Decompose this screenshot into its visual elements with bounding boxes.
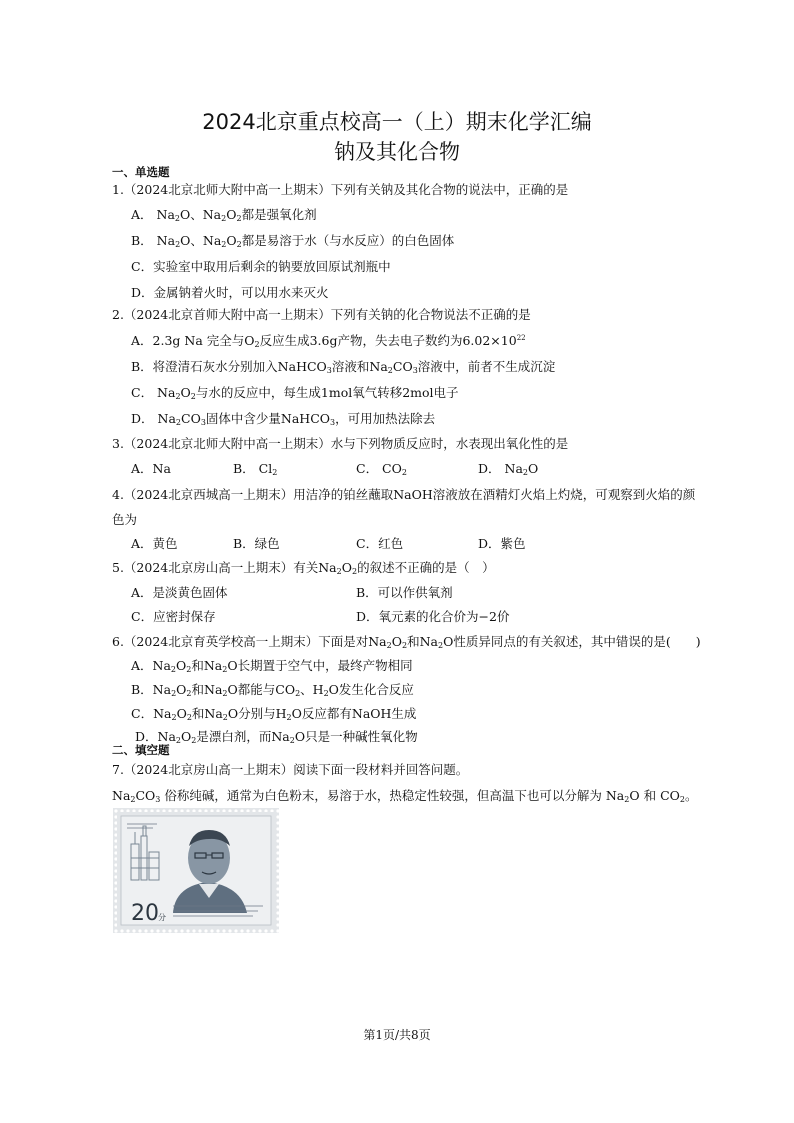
q2-option-a: A．2.3g Na 完全与$O_2$反应生成3.6g产物，失去电子数约为$6.02\times 10^{22}$ bbox=[131, 333, 526, 349]
q2-option-c: C． $Na_2O_2$与水的反应中，每生成1mol氧气转移2mol电子 bbox=[131, 385, 459, 401]
q6-option-d: D．$Na_2O_2$是漂白剂，而$Na_2O$只是一种碱性氧化物 bbox=[135, 729, 418, 745]
q1-option-c: C．实验室中取用后剩余的钠要放回原试剂瓶中 bbox=[131, 259, 391, 274]
q1-option-d: D．金属钠着火时，可以用水来灭火 bbox=[131, 285, 329, 300]
q1-option-a: A． $Na_2O$、$Na_2O_2$都是强氧化剂 bbox=[131, 207, 317, 223]
q7-material-text: $Na_2CO_3$ 俗称纯碱，通常为白色粉末，易溶于水，热稳定性较强，但高温下也可以分解为 $Na_2O$ 和 $CO_2$。 bbox=[112, 788, 698, 804]
question-2-stem: 2.（2024北京首师大附中高一上期末）下列有关钠的化合物说法不正确的是 bbox=[112, 307, 531, 322]
q6-option-c: C．$Na_2O_2$和$Na_2O$分别与$H_2O$反应都有NaOH生成 bbox=[131, 706, 417, 722]
question-4-stem-cont: 色为 bbox=[112, 512, 138, 527]
question-6-stem: 6.（2024北京育英学校高一上期末）下面是对$Na_2O_2$和$Na_2O$性质异同点的有关叙述，其中错误的是( ) bbox=[112, 634, 701, 650]
question-1-stem: 1.（2024北京北师大附中高一上期末）下列有关钠及其化合物的说法中，正确的是 bbox=[112, 182, 569, 197]
q4-option-b: B．绿色 bbox=[233, 536, 280, 551]
stamp-value: 20 bbox=[131, 901, 159, 926]
question-7-stem: 7.（2024北京房山高一上期末）阅读下面一段材料并回答问题。 bbox=[112, 762, 469, 777]
q5-option-b: B．可以作供氧剂 bbox=[356, 585, 453, 600]
q6-option-a: A．$Na_2O_2$和$Na_2O$长期置于空气中，最终产物相同 bbox=[131, 658, 413, 674]
q4-option-a: A．黄色 bbox=[131, 536, 178, 551]
question-5-stem: 5.（2024北京房山高一上期末）有关$Na_2O_2$的叙述不正确的是（ ） bbox=[112, 560, 495, 576]
q2-option-b: B．将澄清石灰水分别加入NaHCO$_3$溶液和$Na_2CO_3$溶液中，前者不生成沉淀 bbox=[131, 359, 556, 375]
q4-option-d: D．紫色 bbox=[478, 536, 526, 551]
stamp-unit: 分 bbox=[158, 913, 166, 922]
question-4-stem: 4.（2024北京西城高一上期末）用洁净的铂丝蘸取NaOH溶液放在酒精灯火焰上灼烧，可观察到火焰的颜 bbox=[112, 487, 696, 502]
q4-option-c: C．红色 bbox=[356, 536, 404, 551]
q3-option-a: A．Na bbox=[131, 461, 171, 476]
q3-option-d: D． $Na_2O$ bbox=[478, 461, 539, 477]
q3-option-c: C． $CO_2$ bbox=[356, 461, 407, 477]
section-heading-single-choice: 一、单选题 bbox=[112, 165, 170, 179]
q2-option-d: D． $Na_2CO_3$固体中含少量NaHCO$_3$，可用加热法除去 bbox=[131, 411, 436, 427]
question-3-stem: 3.（2024北京北师大附中高一上期末）水与下列物质反应时，水表现出氧化性的是 bbox=[112, 436, 569, 451]
q5-option-c: C．应密封保存 bbox=[131, 609, 216, 624]
document-title: 2024北京重点校高一（上）期末化学汇编 bbox=[202, 110, 592, 134]
postage-stamp-image bbox=[113, 808, 279, 933]
section-heading-fill-in: 二、填空题 bbox=[112, 743, 170, 757]
document-subtitle: 钠及其化合物 bbox=[334, 140, 460, 164]
q3-option-b: B． $Cl_2$ bbox=[233, 461, 278, 477]
q5-option-d: D．氧元素的化合价为−2价 bbox=[356, 609, 510, 624]
q5-option-a: A．是淡黄色固体 bbox=[131, 585, 228, 600]
q6-option-b: B．$Na_2O_2$和$Na_2O$都能与$CO_2$、$H_2O$发生化合反应 bbox=[131, 682, 414, 698]
page-footer: 第1页/共8页 bbox=[363, 1028, 431, 1042]
q1-option-b: B． $Na_2O$、$Na_2O_2$都是易溶于水（与水反应）的白色固体 bbox=[131, 233, 455, 249]
